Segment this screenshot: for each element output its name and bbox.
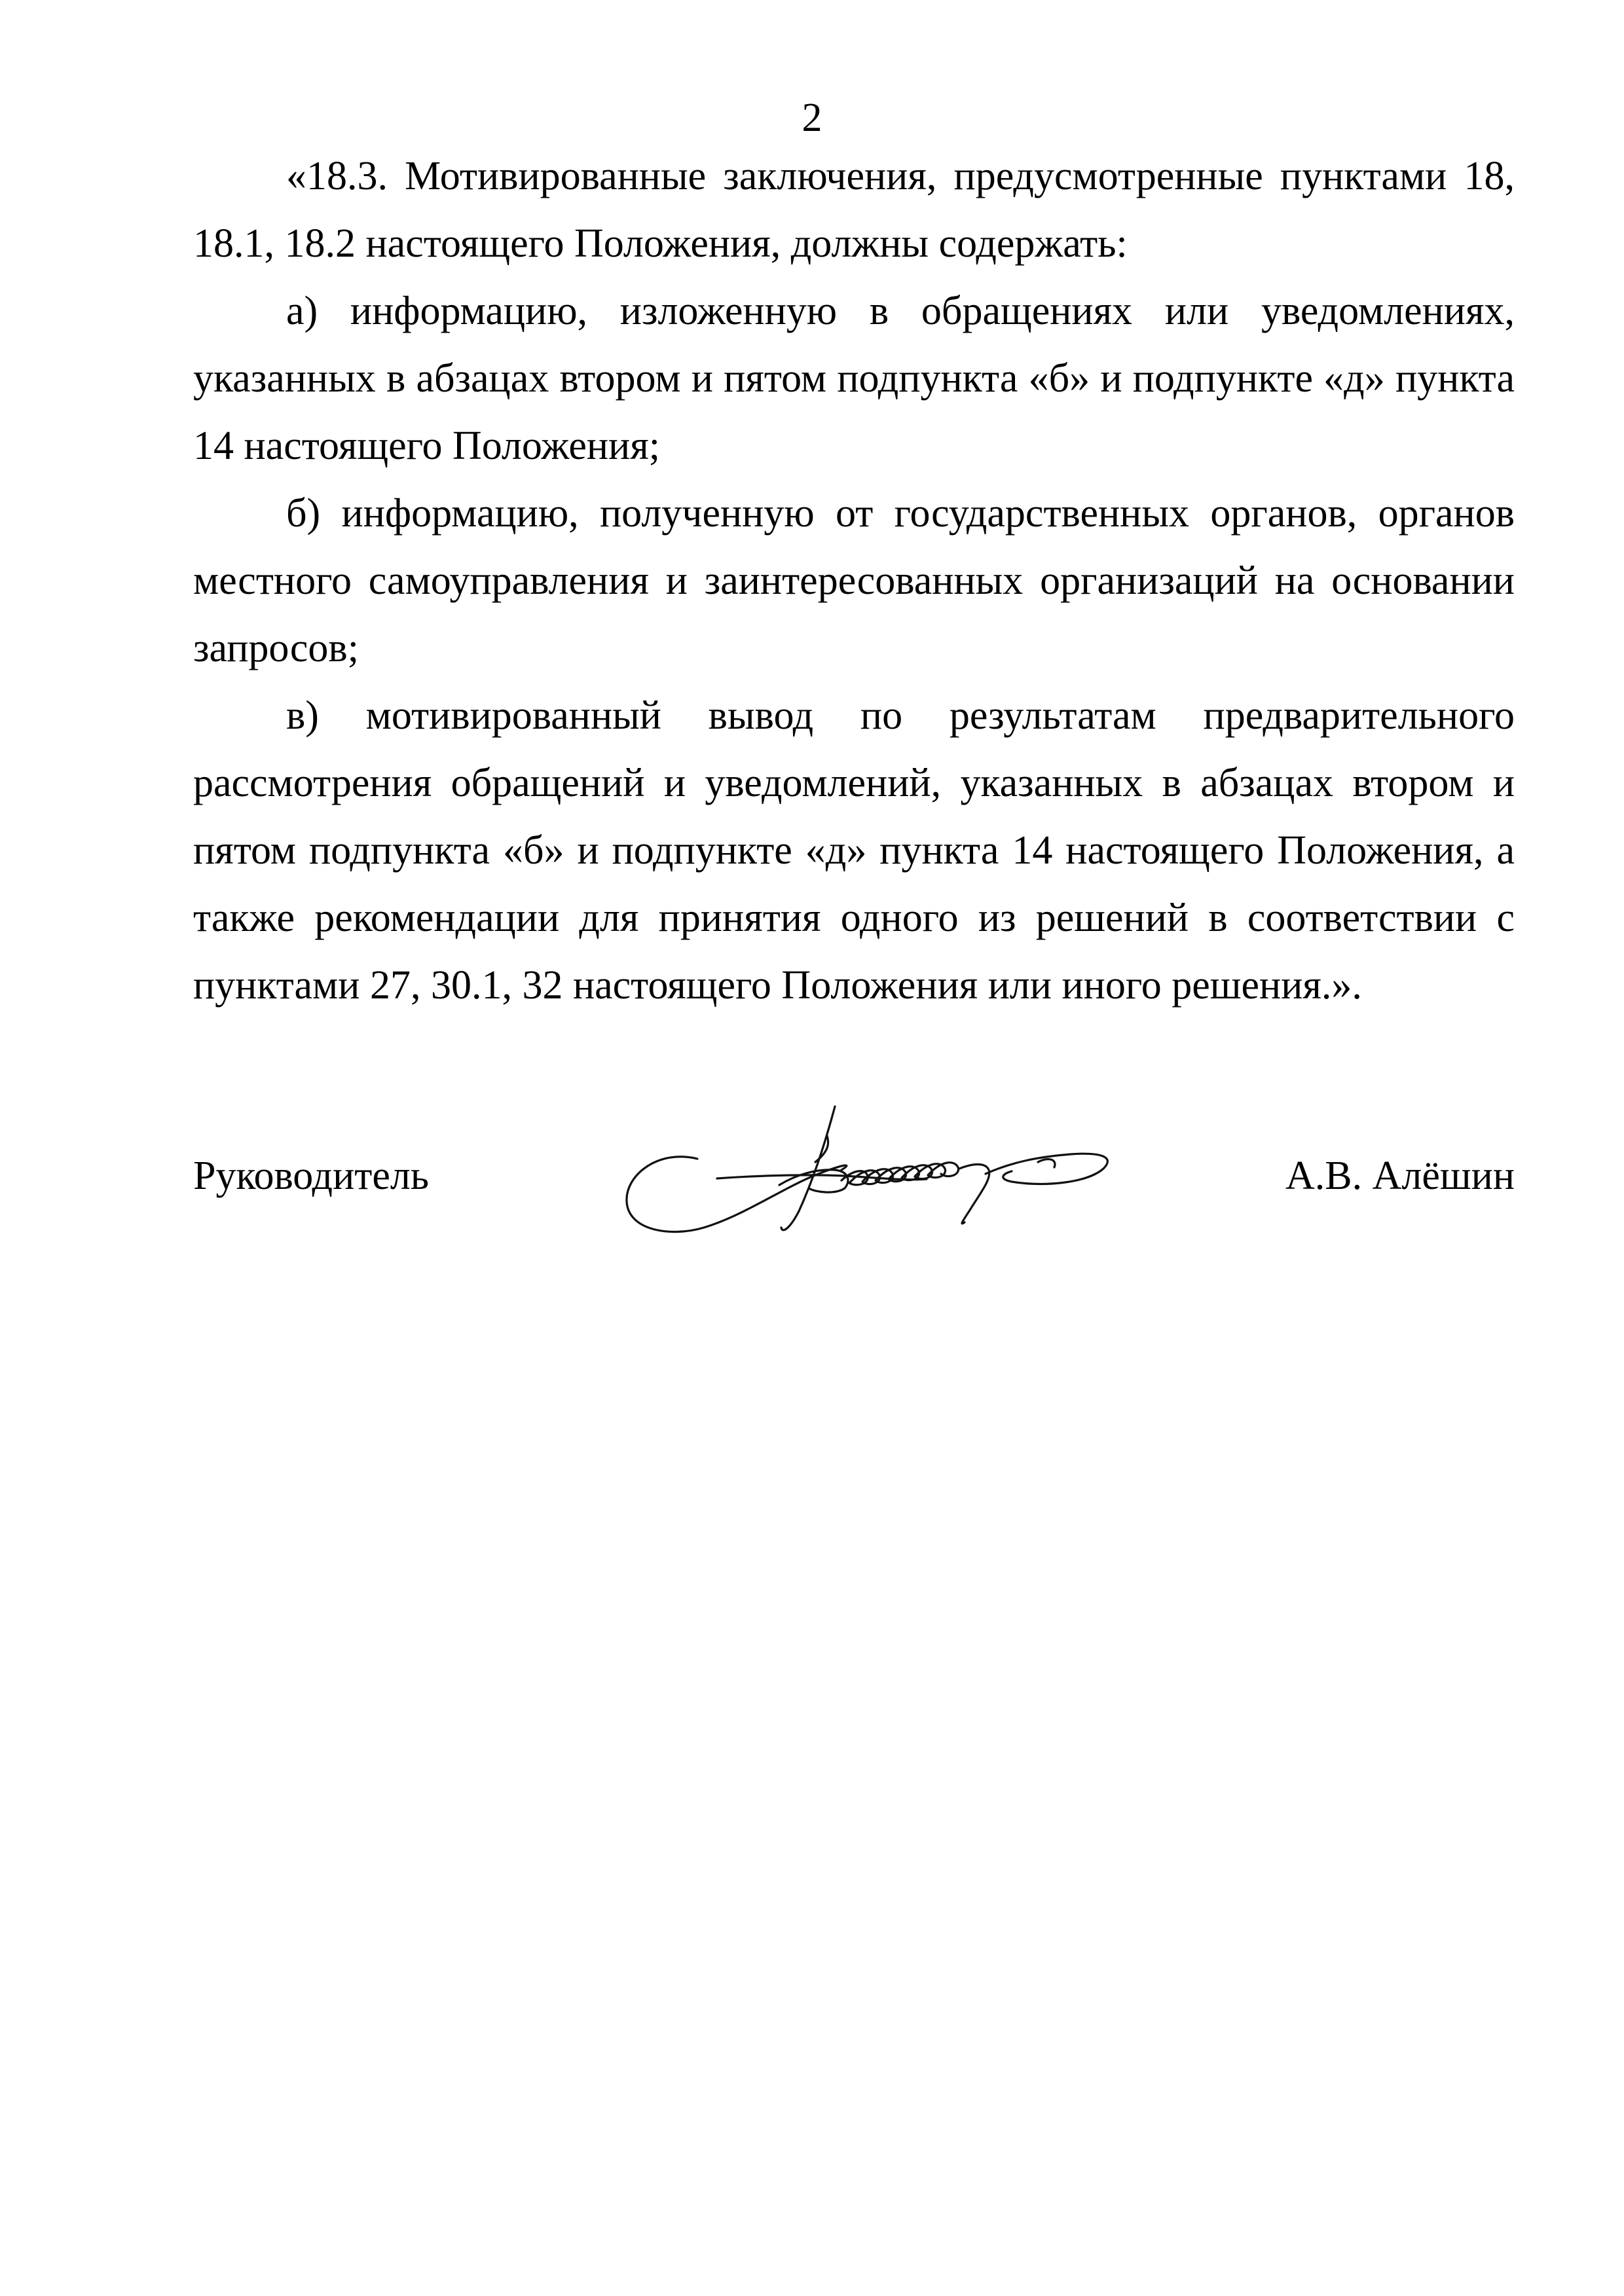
paragraph-18-3: «18.3. Мотивированные заключения, предусмотренные пунктами 18, 18.1, 18.2 настоящего Положения, должны содержать: bbox=[193, 154, 1515, 266]
paragraph-item-b: б) информацию, полученную от государственных органов, органов местного самоуправления и заинтересованных организаций на основании запросов; bbox=[193, 491, 1515, 670]
signature-block bbox=[193, 1142, 1515, 1273]
handwritten-signature bbox=[619, 1097, 1136, 1267]
document-body bbox=[193, 143, 1515, 1019]
paragraph-item-v: в) мотивированный вывод по результатам предварительного рассмотрения обращений и уведомлений, указанных в абзацах втором и пятом подпункта «б» и подпункте «д» пункта 14 настоящего Положения, а также рекомендации для принятия одного из решений в соответствии с пунктами 27, 30.1, 32 настоящего Положения или иного решения.». bbox=[193, 693, 1515, 1008]
paragraph-item-a: а) информацию, изложенную в обращениях или уведомлениях, указанных в абзацах втором и пятом подпункта «б» и подпункте «д» пункта 14 настоящего Положения; bbox=[193, 289, 1515, 468]
signatory-position: Руководитель bbox=[193, 1154, 430, 1198]
signatory-name: А.В. Алёшин bbox=[1285, 1154, 1515, 1198]
page-number: 2 bbox=[802, 96, 822, 140]
